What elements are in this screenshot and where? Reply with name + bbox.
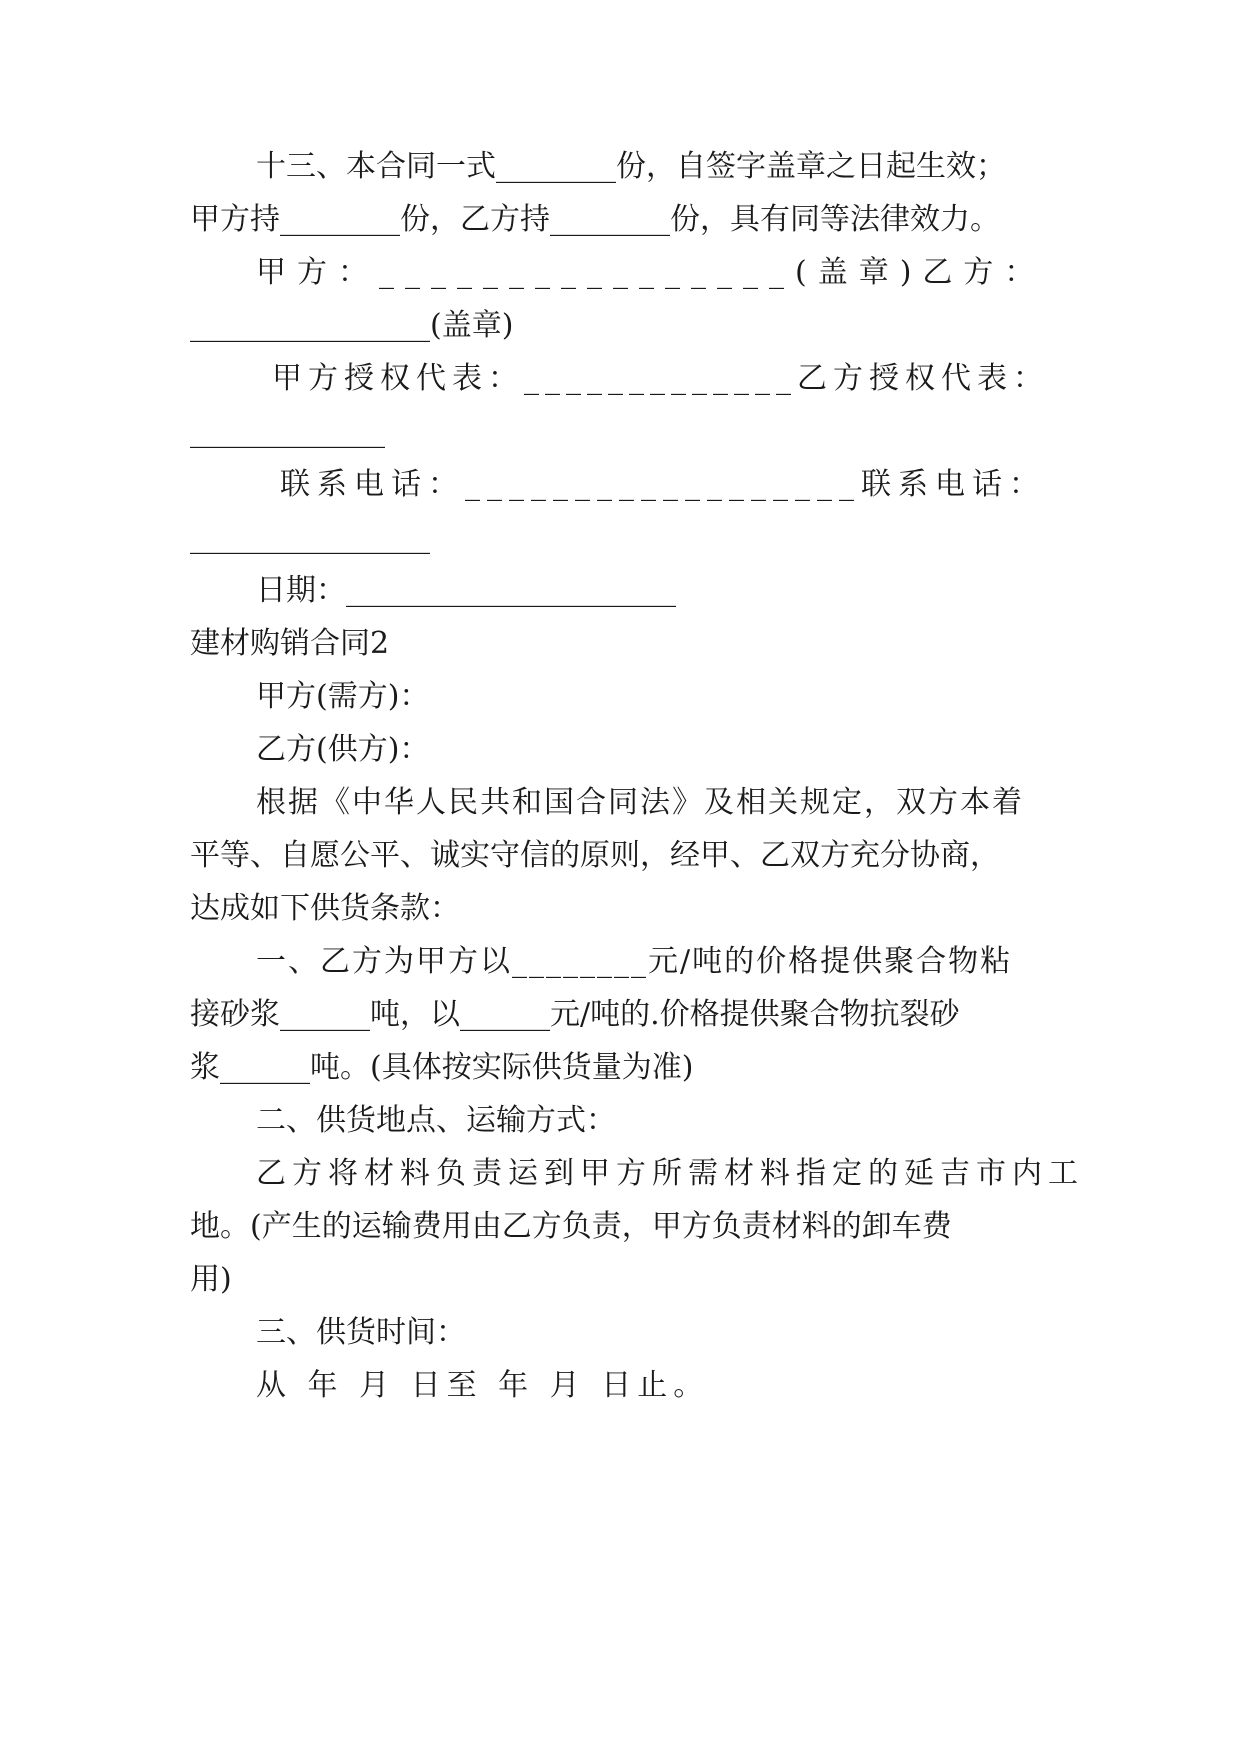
- clause-2-line-1: 乙方将材料负责运到甲方所需材料指定的延吉市内工: [256, 1156, 1084, 1191]
- contact-phone-line: 联系电话：__________________联系电话：: [280, 467, 1046, 502]
- clause-13-line-2: 甲方持________份，乙方持________份，具有同等法律效力。: [190, 202, 1000, 237]
- authorized-representative-blank: _____________: [190, 414, 385, 449]
- clause-13-line-1: 十三、本合同一式________份，自签字盖章之日起生效；: [256, 149, 1006, 184]
- clause-2-line-3: 用): [190, 1262, 232, 1297]
- preamble-line-3: 达成如下供货条款：: [190, 891, 460, 926]
- party-a-buyer: 甲方(需方)：: [256, 679, 430, 714]
- party-b-supplier: 乙方(供方)：: [256, 732, 430, 767]
- preamble-line-2: 平等、自愿公平、诚实守信的原则，经甲、乙双方充分协商，: [190, 838, 1000, 873]
- contact-phone-blank: ________________: [190, 520, 430, 555]
- clause-2-line-2: 地。(产生的运输费用由乙方负责，甲方负责材料的卸车费: [190, 1209, 952, 1244]
- party-b-seal-line: ________________(盖章): [190, 308, 514, 343]
- clause-3-line-1: 从 年 月 日至 年 月 日止。: [256, 1368, 710, 1403]
- clause-1-line-3: 浆______吨。(具体按实际供货量为准): [190, 1050, 694, 1085]
- preamble-line-1: 根据《中华人民共和国合同法》及相关规定，双方本着: [256, 785, 1024, 820]
- date-line: 日期：______________________: [256, 573, 676, 608]
- authorized-representative-line: 甲方授权代表：_____________乙方授权代表：: [272, 361, 1049, 396]
- contract-title: 建材购销合同2: [190, 626, 390, 661]
- clause-1-line-2: 接砂浆______吨，以______元/吨的.价格提供聚合物抗裂砂: [190, 997, 960, 1032]
- party-a-seal-line: 甲方：________________(盖章)乙方：: [256, 255, 1046, 290]
- clause-3-heading: 三、供货时间：: [256, 1315, 466, 1350]
- clause-2-heading: 二、供货地点、运输方式：: [256, 1103, 616, 1138]
- clause-1-line-1: 一、乙方为甲方以________元/吨的价格提供聚合物粘: [256, 944, 1013, 979]
